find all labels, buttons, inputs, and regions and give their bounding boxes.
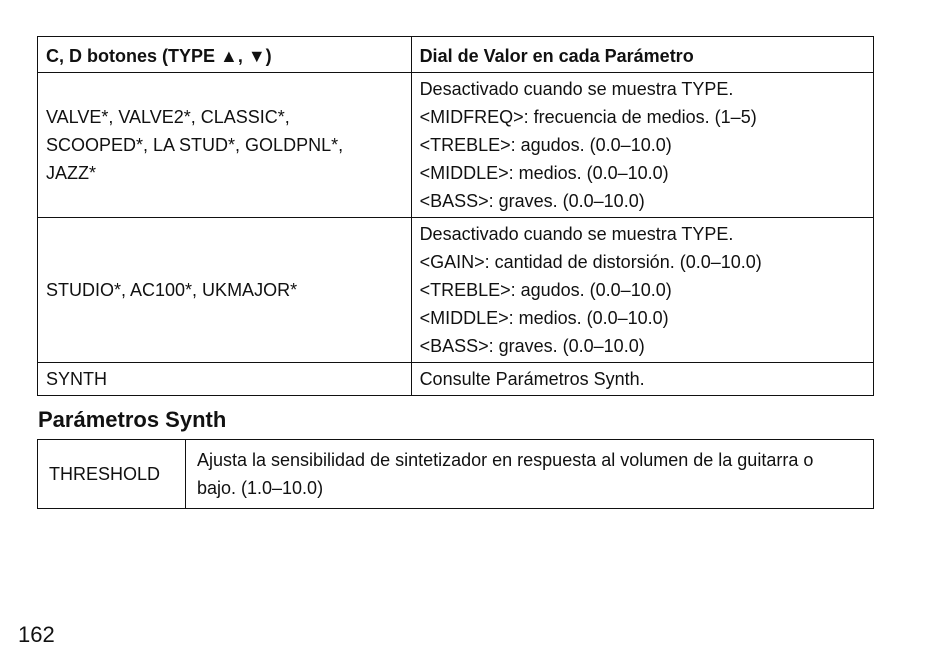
param-line: Desactivado cuando se muestra TYPE.	[419, 79, 734, 99]
type-line: SYNTH	[46, 369, 108, 389]
table-row	[38, 73, 874, 218]
param-line: <MIDDLE>: medios. (0.0–10.0)	[419, 308, 669, 328]
column-header-type-buttons: C, D botones (TYPE ▲, ▼)	[38, 37, 412, 73]
type-line: STUDIO*, AC100*, UKMAJOR*	[46, 280, 298, 300]
type-cell	[38, 363, 412, 396]
page-number: 162	[18, 622, 55, 647]
params-cell	[411, 363, 873, 396]
params-cell	[411, 73, 873, 218]
synth-params-table	[37, 439, 874, 509]
table-row	[38, 363, 874, 396]
params-cell	[411, 218, 873, 363]
param-line: <TREBLE>: agudos. (0.0–10.0)	[419, 280, 672, 300]
type-line: JAZZ*	[46, 163, 97, 183]
description-line: Ajusta la sensibilidad de sintetizador en respuesta al volumen de la guitarra o	[196, 450, 814, 470]
column-header-value-dial: Dial de Valor en cada Parámetro	[411, 37, 873, 73]
param-line: <MIDFREQ>: frecuencia de medios. (1–5)	[419, 107, 757, 127]
table-header-row	[38, 37, 874, 73]
param-line: <BASS>: graves. (0.0–10.0)	[419, 191, 645, 211]
type-line: SCOOPED*, LA STUD*, GOLDPNL*,	[46, 135, 344, 155]
param-description-cell	[185, 440, 873, 509]
type-line: VALVE*, VALVE2*, CLASSIC*,	[46, 107, 290, 127]
param-name-cell: THRESHOLD	[38, 440, 186, 509]
param-line: <GAIN>: cantidad de distorsión. (0.0–10.0)	[419, 252, 762, 272]
param-line: Desactivado cuando se muestra TYPE.	[419, 224, 734, 244]
table-row	[38, 218, 874, 363]
param-line: <BASS>: graves. (0.0–10.0)	[419, 336, 645, 356]
table-row	[38, 440, 874, 509]
section-heading-synth-params: Parámetros Synth	[38, 407, 227, 432]
type-cell	[38, 73, 412, 218]
description-line: bajo. (1.0–10.0)	[196, 478, 324, 498]
type-cell	[38, 218, 412, 363]
param-line: Consulte Parámetros Synth.	[419, 369, 645, 389]
param-line: <TREBLE>: agudos. (0.0–10.0)	[419, 135, 672, 155]
amp-type-table	[37, 36, 874, 396]
param-line: <MIDDLE>: medios. (0.0–10.0)	[419, 163, 669, 183]
